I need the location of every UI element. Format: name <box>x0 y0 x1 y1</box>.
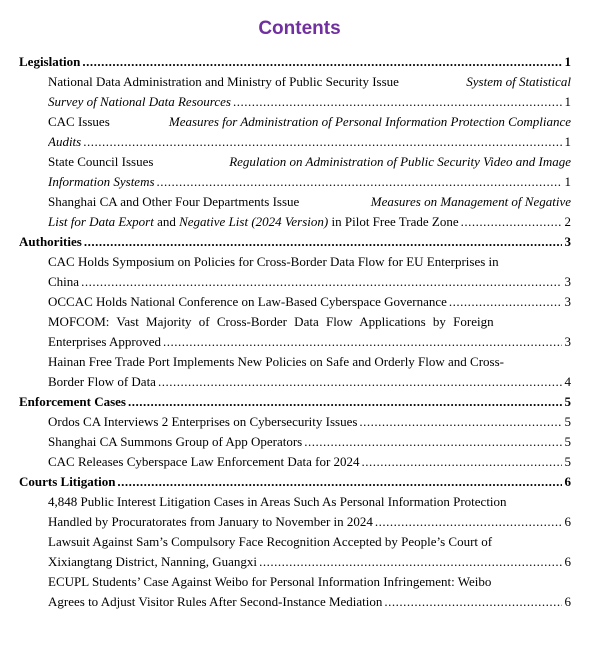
entry-text-italic: Audits <box>48 134 82 149</box>
entry-text: National Data Administration and Ministry of Public Security Issue <box>48 74 403 89</box>
entry-text: Shanghai CA Summons Group of App Operators <box>48 434 303 449</box>
toc-entry[interactable] <box>48 532 571 572</box>
toc-entry[interactable] <box>48 152 571 192</box>
toc-entry[interactable] <box>48 72 571 112</box>
entry-text: Hainan Free Trade Port Implements New Policies on Safe and Orderly Flow and Cross- <box>48 354 505 369</box>
entry-text: Border Flow of Data <box>48 374 156 389</box>
toc-entry[interactable] <box>48 412 571 432</box>
entry-text: Ordos CA Interviews 2 Enterprises on Cybersecurity Issues <box>48 414 358 429</box>
entry-text-italic: System of Statistical <box>466 74 571 89</box>
toc-entry[interactable] <box>48 252 571 292</box>
entry-text: Shanghai CA and Other Four Departments Issue <box>48 194 303 209</box>
dot-leader <box>375 512 562 532</box>
page-number: 5 <box>564 414 571 429</box>
entry-text-italic: Measures for Administration of Personal Information Protection Compliance <box>168 114 571 129</box>
page-number: 3 <box>564 334 571 349</box>
page-number: 5 <box>564 434 571 449</box>
dot-leader <box>163 332 561 352</box>
entry-text: Lawsuit Against Sam’s Compulsory Face Recognition Accepted by People’s Court of <box>48 534 493 549</box>
toc-section-enforcement-cases[interactable] <box>19 392 571 412</box>
dot-leader <box>82 52 561 72</box>
page-number: 3 <box>564 294 571 309</box>
toc-entry[interactable] <box>48 432 571 452</box>
dot-leader <box>81 272 561 292</box>
dot-leader <box>259 552 561 572</box>
dot-leader <box>157 172 562 192</box>
entry-text-italic: Survey of National Data Resources <box>48 94 231 109</box>
dot-leader <box>359 412 561 432</box>
dot-leader <box>304 432 561 452</box>
entry-text-italic: Negative List (2024 Version) <box>179 214 329 229</box>
section-heading: Authorities <box>19 234 82 249</box>
entry-text: CAC Issues <box>48 114 114 129</box>
dot-leader <box>128 392 562 412</box>
toc-section-authorities[interactable] <box>19 232 571 252</box>
page-number: 6 <box>564 514 571 529</box>
dot-leader <box>158 372 562 392</box>
page-number: 6 <box>564 594 571 609</box>
section-heading: Courts Litigation <box>19 474 116 489</box>
dot-leader <box>84 232 562 252</box>
entry-text: Agrees to Adjust Visitor Rules After Second-Instance Mediation <box>48 594 383 609</box>
toc-entry[interactable] <box>48 312 571 352</box>
dot-leader <box>362 452 562 472</box>
page-number: 1 <box>564 134 571 149</box>
table-of-contents <box>19 51 571 612</box>
dot-leader <box>83 132 561 152</box>
entry-text-italic: Measures on Management of Negative <box>370 194 571 209</box>
section-heading: Legislation <box>19 54 81 69</box>
toc-section-legislation[interactable] <box>19 52 571 72</box>
dot-leader <box>461 212 562 232</box>
dot-leader <box>233 92 562 112</box>
toc-entry[interactable] <box>48 112 571 152</box>
entry-text: MOFCOM: Vast Majority of Cross-Border Data Flow Applications by Foreign <box>48 314 494 329</box>
toc-entry[interactable] <box>48 492 571 532</box>
dot-leader <box>384 592 561 612</box>
entry-text-italic: List for Data Export <box>48 214 154 229</box>
entry-text: Xixiangtang District, Nanning, Guangxi <box>48 554 258 569</box>
entry-text: OCCAC Holds National Conference on Law-Based Cyberspace Governance <box>48 294 447 309</box>
page-title: Contents <box>258 18 341 39</box>
page-number: 6 <box>564 554 571 569</box>
page-number: 4 <box>564 374 571 389</box>
page-number: 1 <box>564 94 571 109</box>
toc-entry[interactable] <box>48 192 571 232</box>
entry-text: State Council Issues <box>48 154 157 169</box>
entry-text-italic: Regulation on Administration of Public Security Video and Image <box>229 154 571 169</box>
page-number: 5 <box>564 454 571 469</box>
entry-text: China <box>48 274 80 289</box>
page-number: 5 <box>564 394 571 409</box>
page-number: 6 <box>564 474 571 489</box>
toc-entry[interactable] <box>48 572 571 612</box>
toc-entry[interactable] <box>48 452 571 472</box>
entry-text: 4,848 Public Interest Litigation Cases in Areas Such As Personal Information Protection <box>48 494 507 509</box>
entry-text: CAC Holds Symposium on Policies for Cross-Border Data Flow for EU Enterprises in <box>48 254 499 269</box>
page-number: 1 <box>564 174 571 189</box>
page-number: 1 <box>564 54 571 69</box>
entry-text: CAC Releases Cyberspace Law Enforcement Data for 2024 <box>48 454 360 469</box>
page-number: 3 <box>564 274 571 289</box>
page-number: 3 <box>564 234 571 249</box>
dot-leader <box>117 472 561 492</box>
entry-text: and <box>153 214 180 229</box>
section-heading: Enforcement Cases <box>19 394 126 409</box>
toc-entry[interactable] <box>48 352 571 392</box>
dot-leader <box>449 292 562 312</box>
entry-text: in Pilot Free Trade Zone <box>328 214 459 229</box>
entry-text: ECUPL Students’ Case Against Weibo for Personal Information Infringement: Weibo <box>48 574 492 589</box>
entry-text: Handled by Procuratorates from January to November in 2024 <box>48 514 373 529</box>
toc-entry[interactable] <box>48 292 571 312</box>
page-number: 2 <box>564 214 571 229</box>
entry-text: Enterprises Approved <box>48 334 162 349</box>
toc-section-courts-litigation[interactable] <box>19 472 571 492</box>
entry-text-italic: Information Systems <box>48 174 155 189</box>
